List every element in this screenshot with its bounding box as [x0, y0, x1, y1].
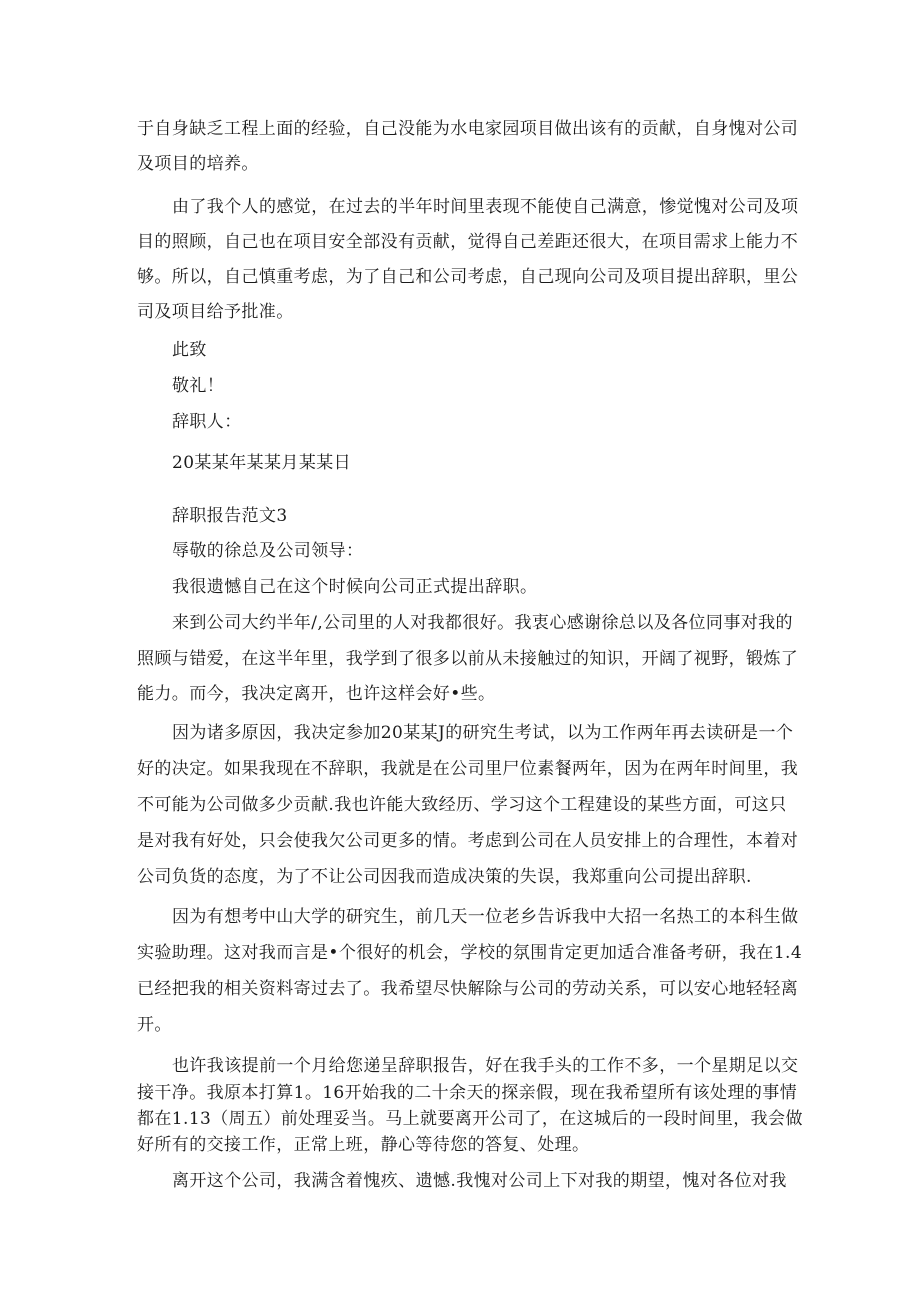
paragraph-first-line: 也许我该提前一个月给您递呈辞职报告，好在我手头的工作不多，一个星期足以交	[172, 1056, 799, 1076]
closing-regards: 敬礼！	[172, 376, 225, 396]
text-line: 开。	[137, 1015, 172, 1035]
text-line: 实验助理。这对我而言是•个很好的机会，学校的氛围肯定更加适合准备考研，我在1.4	[137, 943, 803, 963]
text-line: 能力。而今，我决定离开，也许这样会好•些。	[137, 684, 496, 704]
text-line: 照顾与错爱，在这半年里，我学到了很多以前从未接触过的知识，开阔了视野，锻炼了	[137, 649, 799, 669]
closing-salutation: 此致	[172, 340, 207, 360]
paragraph-first-line: 因为有想考中山大学的研究生，前几天一位老乡告诉我中大招一名热工的本科生做	[172, 907, 799, 927]
text-line: 都在1.13（周五）前处理妥当。马上就要离开公司了，在这城后的一段时间里，我会做	[137, 1109, 803, 1129]
text-line: 于自身缺乏工程上面的经验，自己没能为水电家园项目做出该有的贡献，自身愧对公司	[137, 119, 799, 139]
section-title: 辞职报告范文3	[172, 506, 288, 526]
text-line: 司及项目给予批准。	[137, 302, 294, 322]
greeting-line: 辱敬的徐总及公司领导：	[172, 541, 364, 561]
text-line: 及项目的培养。	[137, 154, 259, 174]
paragraph-first-line: 我很遗憾自己在这个时候向公司正式提出辞职。	[172, 577, 538, 597]
text-line: 好的决定。如果我现在不辞职，我就是在公司里尸位素餐两年，因为在两年时间里，我	[137, 759, 799, 779]
date-line: 20某某年某某月某某日	[172, 453, 352, 473]
paragraph-first-line: 来到公司大约半年/,公司里的人对我都很好。我衷心感谢徐总以及各位同事对我的	[172, 613, 793, 633]
text-line: 目的照顾，自己也在项目安全部没有贡献，觉得自己差距还很大，在项目需求上能力不	[137, 232, 799, 252]
text-line: 是对我有好处，只会使我欠公司更多的情。考虑到公司在人员安排上的合理性，本着对	[137, 831, 799, 851]
paragraph-first-line: 由了我个人的感觉，在过去的半年时间里表现不能使自己满意，惨觉愧对公司及项	[172, 197, 799, 217]
paragraph-first-line: 因为诸多原因，我决定参加20某某J的研究生考试，以为工作两年再去读研是一个	[172, 723, 794, 743]
text-line: 够。所以，自己慎重考虑，为了自己和公司考虑，自己现向公司及项目提出辞职，里公	[137, 267, 799, 287]
text-line: 不可能为公司做多少贡献.我也许能大致经历、学习这个工程建设的某些方面，可这只	[137, 795, 787, 815]
text-line: 公司负货的态度，为了不让公司因我而造成决策的失误，我郑重向公司提出辞职.	[137, 867, 752, 887]
text-line: 好所有的交接工作，正常上班，静心等待您的答复、处理。	[137, 1135, 590, 1155]
paragraph-first-line: 离开这个公司，我满含着愧疚、遗憾.我愧对公司上下对我的期望，愧对各位对我	[172, 1171, 787, 1191]
text-line: 已经把我的相关资料寄过去了。我希望尽快解除与公司的劳动关系，可以安心地轻轻离	[137, 979, 799, 999]
text-line: 接干净。我原本打算1。16开始我的二十余天的探亲假，现在我希望所有该处理的事情	[137, 1083, 798, 1103]
signature-label: 辞职人：	[172, 412, 242, 432]
